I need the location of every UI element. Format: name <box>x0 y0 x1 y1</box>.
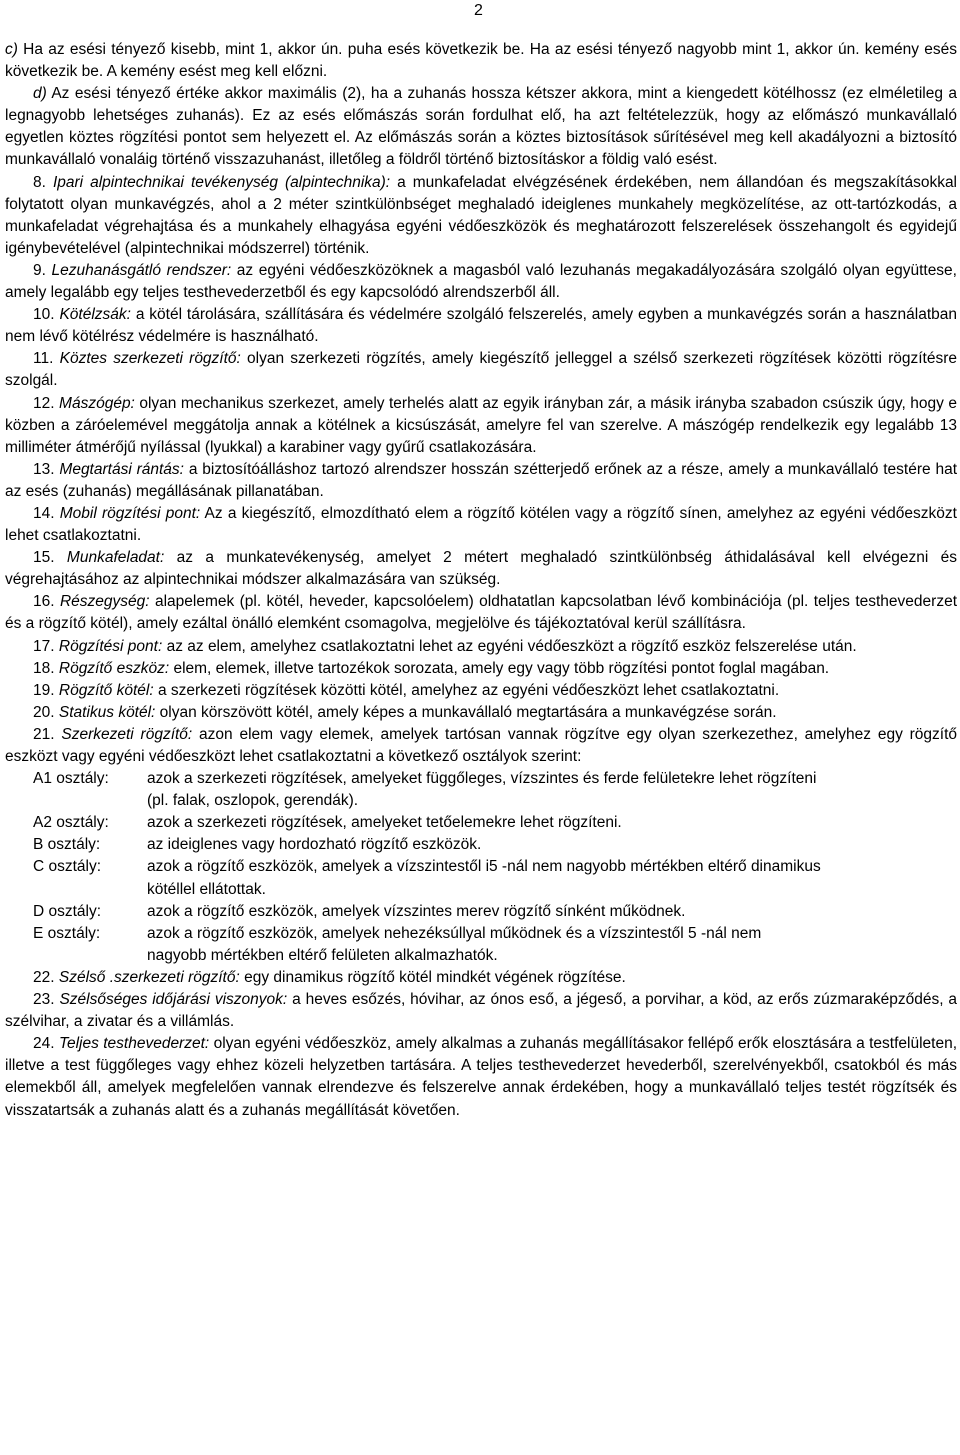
class-label: E osztály: <box>33 924 101 942</box>
definition-text: Az a kiegészítő, elmozdítható elem a rögzítő kötélen vagy a rögzítő sínen, amelyhez az egyéni védőeszközt lehet csatlakoztatni. <box>5 504 957 545</box>
definition-14 <box>5 503 957 547</box>
definition-18 <box>5 658 957 680</box>
definition-number: 18. <box>33 659 55 677</box>
definition-number: 12. <box>33 394 55 412</box>
definition-term: Statikus kötél: <box>58 703 156 721</box>
definition-24 <box>5 1033 957 1121</box>
definition-text: elem, elemek, illetve tartozékok sorozata, amely egy vagy több rögzítési pontot foglal magában. <box>169 659 830 677</box>
paragraph-d <box>5 83 957 171</box>
class-row-a1 <box>33 768 957 812</box>
class-label: A2 osztály: <box>33 814 109 832</box>
definition-22 <box>5 967 957 989</box>
definition-term: Rögzítő kötél: <box>58 681 154 699</box>
definition-term: Rögzítési pont: <box>58 637 163 655</box>
paragraph-text: Az esési tényező értéke akkor maximális (2), ha a zuhanás hossza kétszer akkora, mint a kiengedett kötélhossz (ez elméletileg a legnagyobb lehetséges zuhanás). Ez az esés előmászás során fordulhat elő, ha azt feltételezzük, hogy az előmászó munkavállaló egyetlen köztes rögzítési pontot sem helyezett el. Az előmászás során a köztes biztosítások sűrítésével meg kell akadályozni a biztosító munkavállaló vonaláig történő visszazuhanást, illetőleg a földről történő biztosításkor a földig való esést. <box>5 85 957 169</box>
definition-term: Szélsőséges időjárási viszonyok: <box>59 991 288 1009</box>
definition-text: azon elem vagy elemek, amelyek tartósan vannak rögzítve egy olyan szerkezethez, amelyhez egy rögzítő eszközt vagy egyéni védőeszközt lehet csatlakoztatni a következő osztályok szerint: <box>5 725 958 765</box>
definition-13 <box>5 459 957 503</box>
definition-20 <box>5 702 957 724</box>
definition-11 <box>5 348 957 392</box>
definition-text: a biztosítóálláshoz tartozó alrendszer hosszán szétterjedő erőnek az a része, amely a munkavállaló testére hat az esés (zuhanás) megállásának pillanatában. <box>5 460 957 500</box>
definition-number: 14. <box>33 504 55 522</box>
paragraph-c <box>5 39 957 83</box>
definition-number: 24. <box>33 1035 55 1053</box>
definition-text: az az elem, amelyhez csatlakoztatni lehet az egyéni védőeszközt a rögzítő eszköz felszerelése után. <box>162 637 857 655</box>
definition-term: Rögzítő eszköz: <box>58 659 170 677</box>
definition-text: a kötél tárolására, szállítására és védelmére szolgáló felszerelés, amely egyben a munkavégzés során a használatban nem lévő kötélrész védelmére is használható. <box>5 306 958 346</box>
class-text: azok a szerkezeti rögzítések, amelyeket tetőelemekre lehet rögzíteni. <box>147 814 622 832</box>
definition-term: Részegység: <box>59 593 150 611</box>
definition-number: 17. <box>33 637 55 655</box>
class-label: A1 osztály: <box>33 770 109 788</box>
page-number: 2 <box>474 2 483 19</box>
class-text: azok a szerkezeti rögzítések, amelyeket függőleges, vízszintes és ferde felületekre lehet rögzíteni (pl. falak, oszlopok, gerendák). <box>147 770 817 810</box>
definition-12 <box>5 393 957 459</box>
class-row-a2 <box>33 812 957 834</box>
class-text: az ideiglenes vagy hordozható rögzítő eszközök. <box>147 836 482 854</box>
definition-10 <box>5 304 957 348</box>
definition-term: Szélső .szerkezeti rögzítő: <box>58 968 240 986</box>
definition-23 <box>5 989 957 1033</box>
class-label: C osztály: <box>33 858 102 876</box>
definition-text: a szerkezeti rögzítések közötti kötél, amelyhez az egyéni védőeszközt lehet csatlakoztatni. <box>153 681 780 699</box>
definition-text: olyan egyéni védőeszköz, amely alkalmas a zuhanás megállításakor fellépő erők elosztására a testfelületen, illetve a test függőleges vagy ehhez közeli helyzetben tartására. A teljes testhevederzet hevederből, szerelvényekből, csatokból és más elemekből áll, amelyek megfelelően vannak elrendezve és felszerelve annak érdekében, hogy a munkavállaló teljes testét rögzítsék és visszatartsák a zuhanás alatt és a zuhanás megállítását követően. <box>5 1035 958 1119</box>
definition-term: Köztes szerkezeti rögzítő: <box>59 350 241 368</box>
definition-term: Szerkezeti rögzítő: <box>61 725 193 743</box>
definition-term: Teljes testhevederzet: <box>58 1035 210 1053</box>
definition-text: olyan szerkezeti rögzítés, amely kiegészítő jelleggel a szélső szerkezeti rögzítések közötti rögzítésre szolgál. <box>5 350 958 390</box>
class-row-e <box>33 923 957 967</box>
definition-number: 9. <box>33 261 46 279</box>
class-text: azok a rögzítő eszközök, amelyek nehezéksúllyal működnek és a vízszintestől 5 -nál nem nagyobb mértékben eltérő felületen alkalmazhatók. <box>147 924 762 964</box>
definition-number: 21. <box>33 725 55 743</box>
definition-number: 15. <box>33 549 55 567</box>
definition-number: 19. <box>33 681 55 699</box>
definition-number: 22. <box>33 968 55 986</box>
definition-16 <box>5 591 957 635</box>
definition-term: Mászógép: <box>59 394 135 412</box>
class-label: D osztály: <box>33 902 102 920</box>
class-row-b <box>33 834 957 856</box>
definition-text: alapelemek (pl. kötél, heveder, kapcsolóelem) oldhatatlan kapcsolatban lévő kombinációja (pl. teljes testhevederzet és a rögzítő kötél), amely ezáltal önálló elemként csomagolva, megjelölve és tájékoztatóval kerül szállításra. <box>5 593 957 633</box>
item-marker-c: c) <box>5 41 18 58</box>
definition-term: Ipari alpintechnikai tevékenység (alpintechnika): <box>52 173 391 191</box>
definition-text: a heves esőzés, hóvihar, az ónos eső, a jégeső, a porvihar, a köd, az erős zúzmaraképződés, a szélvihar, a zivatar és a villámlás. <box>5 991 958 1031</box>
definition-text: az egyéni védőeszközöknek a magasból való lezuhanás megakadályozására szolgáló olyan együttese, amely legalább egy teljes testhevederzetből és egy kapcsolódó alrendszerből áll. <box>5 261 957 302</box>
paragraph-text: Ha az esési tényező kisebb, mint 1, akkor ún. puha esés következik be. Ha az esési tényező nagyobb mint 1, akkor ún. kemény esés következik be. A kemény esést meg kell előzni. <box>5 41 957 81</box>
definition-term: Lezuhanásgátló rendszer: <box>51 261 232 279</box>
definition-19 <box>5 680 957 702</box>
definition-number: 8. <box>33 173 46 191</box>
definition-8 <box>5 172 957 260</box>
definition-number: 23. <box>33 991 55 1009</box>
page-content <box>5 39 957 1122</box>
definition-number: 11. <box>33 350 54 368</box>
definition-number: 13. <box>33 460 55 478</box>
definition-term: Mobil rögzítési pont: <box>59 504 201 522</box>
definition-number: 16. <box>33 593 55 611</box>
definition-term: Munkafeladat: <box>66 549 165 567</box>
class-text: azok a rögzítő eszközök, amelyek vízszintes merev rögzítő sínként működnek. <box>147 902 686 920</box>
definition-text: egy dinamikus rögzítő kötél mindkét végének rögzítése. <box>239 968 626 986</box>
definition-text: olyan körszövött kötél, amely képes a munkavállaló megtartására a munkavégzése során. <box>155 703 777 721</box>
definition-15 <box>5 547 957 591</box>
definition-17 <box>5 636 957 658</box>
class-text: azok a rögzítő eszközök, amelyek a vízszintestől i5 -nál nem nagyobb mértékben eltérő dinamikus kötéllel ellátottak. <box>147 858 821 898</box>
definition-text: a munkafeladat elvégzésének érdekében, nem állandóan és megszakításokkal folytatott olyan munkavégzés, ahol a 2 méter szintkülönbséget meghaladó ideiglenes munkahely megközelítése, az ott-tartózkodás, a munkafeladat végrehajtása és a munkahely elhagyása egyéni védőeszközök és meghatározott felszerelések összehangolt és egyidejű igénybevételével (alpintechnikai módszerrel) történik. <box>5 173 958 257</box>
anchor-class-list <box>33 768 957 967</box>
definition-term: Megtartási rántás: <box>59 460 184 478</box>
definition-term: Kötélzsák: <box>59 306 131 324</box>
definition-9 <box>5 260 957 304</box>
class-row-c <box>33 856 957 900</box>
definition-21 <box>5 724 957 768</box>
definition-text: olyan mechanikus szerkezet, amely terhelés alatt az egyik irányban zár, a másik irányba szabadon csúszik úgy, hogy e közben a záróelemével meggátolja annak a kötélnek a kicsúszását, amelyre fel van szerelve. A mászógép rendelkezik egy legalább 13 milliméter átmérőjű nyílással (lyukkal) a karabiner vagy gyűrű csatlakozására. <box>5 394 957 456</box>
definition-number: 10. <box>33 306 55 324</box>
definition-text: az a munkatevékenység, amelyet 2 métert meghaladó szintkülönbség áthidalásával kell elvégezni és végrehajtásához az alpintechnikai módszer alkalmazására van szükség. <box>5 549 957 589</box>
class-row-d <box>33 901 957 923</box>
definition-number: 20. <box>33 703 55 721</box>
item-marker-d: d) <box>33 85 47 103</box>
class-label: B osztály: <box>33 836 101 854</box>
